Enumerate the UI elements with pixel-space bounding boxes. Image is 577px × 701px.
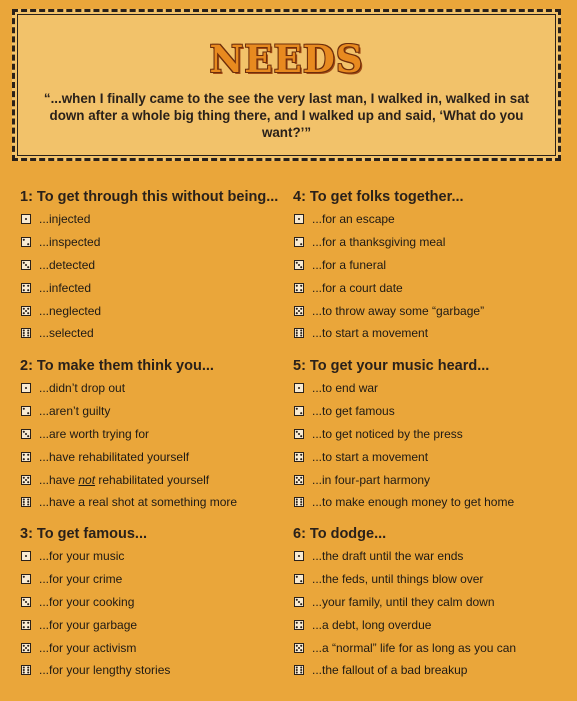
die-face-3-icon — [21, 260, 31, 270]
list-item-text: ...for your crime — [39, 572, 123, 587]
list-item — [293, 423, 573, 446]
die-face-4-icon — [294, 452, 304, 462]
list-item — [293, 276, 573, 299]
die-face-3-icon — [21, 597, 31, 607]
list-item — [293, 322, 573, 345]
list-item-text: ...to start a movement — [312, 449, 429, 464]
list-item-text: ...the feds, until things blow over — [312, 572, 484, 587]
die-face-3-icon — [21, 429, 31, 439]
list-item-text: ...for a funeral — [312, 257, 387, 272]
section-title: 3: To get famous... — [20, 526, 148, 542]
list-item — [20, 208, 300, 231]
list-item — [293, 231, 573, 254]
list-item-text: ...for an escape — [312, 212, 395, 227]
die-face-2-icon — [21, 406, 31, 416]
list-item-text: ...have rehabilitated yourself — [39, 449, 190, 464]
list-item — [293, 299, 573, 322]
list-item — [20, 491, 300, 514]
section-title: 4: To get folks together... — [293, 189, 464, 205]
list-item-text: ...infected — [39, 280, 92, 295]
list-item-text: ...for a court date — [312, 280, 403, 295]
die-face-6-icon — [21, 328, 31, 338]
die-face-4-icon — [294, 283, 304, 293]
list-item-text: ...to end war — [312, 381, 379, 396]
list-item-text: ...for a thanksgiving meal — [312, 235, 446, 250]
list-item — [293, 254, 573, 277]
list-item-text: ...to throw away some “garbage” — [312, 303, 485, 318]
list-item — [20, 254, 300, 277]
section-title: 2: To make them think you... — [20, 358, 214, 374]
section-title: 6: To dodge... — [293, 526, 387, 542]
list-item — [293, 445, 573, 468]
section-3 — [20, 355, 300, 514]
list-item-text: ...for your activism — [39, 640, 137, 655]
list-item — [293, 468, 573, 491]
list-item — [20, 468, 300, 491]
list-item-text: ...for your music — [39, 549, 125, 564]
list-item — [20, 377, 300, 400]
list-item — [20, 636, 300, 659]
die-face-3-icon — [294, 260, 304, 270]
list-item-text: ...your family, until they calm down — [312, 594, 495, 609]
die-face-4-icon — [21, 283, 31, 293]
list-item-text: ...have a real shot at something more — [39, 495, 238, 510]
list-item-text: ...have not rehabilitated yourself — [39, 472, 210, 487]
die-face-6-icon — [21, 497, 31, 507]
die-face-1-icon — [21, 383, 31, 393]
list-item — [293, 613, 573, 636]
section-title: 1: To get through this without being... — [20, 189, 279, 205]
section-1 — [20, 186, 300, 345]
list-item — [293, 568, 573, 591]
list-item — [20, 591, 300, 614]
list-item — [20, 423, 300, 446]
list-item — [293, 208, 573, 231]
section-2 — [293, 186, 573, 345]
list-item — [293, 545, 573, 568]
list-item-text: ...injected — [39, 212, 91, 227]
list-item — [20, 276, 300, 299]
die-face-3-icon — [294, 429, 304, 439]
die-face-6-icon — [294, 497, 304, 507]
list-item-text: ...for your lengthy stories — [39, 663, 171, 678]
die-face-4-icon — [294, 620, 304, 630]
list-item-text: ...didn’t drop out — [39, 381, 126, 396]
die-face-1-icon — [294, 214, 304, 224]
list-item-text: ...the draft until the war ends — [312, 549, 464, 564]
list-item-text: ...are worth trying for — [39, 426, 150, 441]
list-item — [20, 445, 300, 468]
die-face-1-icon — [21, 551, 31, 561]
die-face-5-icon — [21, 643, 31, 653]
die-face-5-icon — [294, 643, 304, 653]
die-face-6-icon — [21, 665, 31, 675]
die-face-4-icon — [21, 620, 31, 630]
list-item — [20, 613, 300, 636]
list-item-text: ...to get famous — [312, 404, 395, 419]
list-item-text: ...detected — [39, 257, 96, 272]
die-face-2-icon — [21, 237, 31, 247]
list-item — [20, 568, 300, 591]
list-item — [20, 231, 300, 254]
die-face-5-icon — [294, 306, 304, 316]
list-item-text: ...the fallout of a bad breakup — [312, 663, 468, 678]
list-item-text: ...neglected — [39, 303, 102, 318]
die-face-6-icon — [294, 665, 304, 675]
list-item-text: ...to make enough money to get home — [312, 495, 515, 510]
list-item — [20, 400, 300, 423]
list-item-text: ...selected — [39, 326, 94, 341]
section-title: 5: To get your music heard... — [293, 358, 490, 374]
section-4 — [293, 355, 573, 514]
die-face-5-icon — [21, 306, 31, 316]
list-item — [293, 659, 573, 682]
die-face-1-icon — [294, 551, 304, 561]
list-item — [293, 400, 573, 423]
list-item-text: ...a “normal” life for as long as you can — [312, 640, 517, 655]
list-item — [293, 591, 573, 614]
list-item-text: ...for your cooking — [39, 594, 135, 609]
header-box — [12, 9, 561, 161]
list-item — [20, 545, 300, 568]
die-face-2-icon — [294, 237, 304, 247]
die-face-5-icon — [21, 475, 31, 485]
section-6 — [293, 523, 573, 682]
die-face-2-icon — [21, 574, 31, 584]
list-item-text: ...inspected — [39, 235, 101, 250]
list-item-text: ...to get noticed by the press — [312, 426, 463, 441]
list-item — [20, 299, 300, 322]
die-face-3-icon — [294, 597, 304, 607]
list-item-text: ...aren’t guilty — [39, 404, 111, 419]
die-face-4-icon — [21, 452, 31, 462]
die-face-2-icon — [294, 574, 304, 584]
die-face-5-icon — [294, 475, 304, 485]
list-item — [293, 491, 573, 514]
header-quote: “...when I finally came to the see the very last man, I walked in, walked in sat down after a whole big thing there, and I walked up and said, ‘What do you want?’” — [43, 91, 530, 140]
list-item — [293, 636, 573, 659]
list-item — [20, 322, 300, 345]
section-5 — [20, 523, 300, 682]
die-face-1-icon — [21, 214, 31, 224]
die-face-1-icon — [294, 383, 304, 393]
list-item-text: ...for your garbage — [39, 617, 138, 632]
page-title: NEEDS — [209, 37, 364, 81]
list-item-text: ...in four-part harmony — [312, 472, 431, 487]
die-face-2-icon — [294, 406, 304, 416]
list-item-text: ...a debt, long overdue — [312, 617, 432, 632]
list-item-text: ...to start a movement — [312, 326, 429, 341]
list-item — [20, 659, 300, 682]
die-face-6-icon — [294, 328, 304, 338]
list-item — [293, 377, 573, 400]
